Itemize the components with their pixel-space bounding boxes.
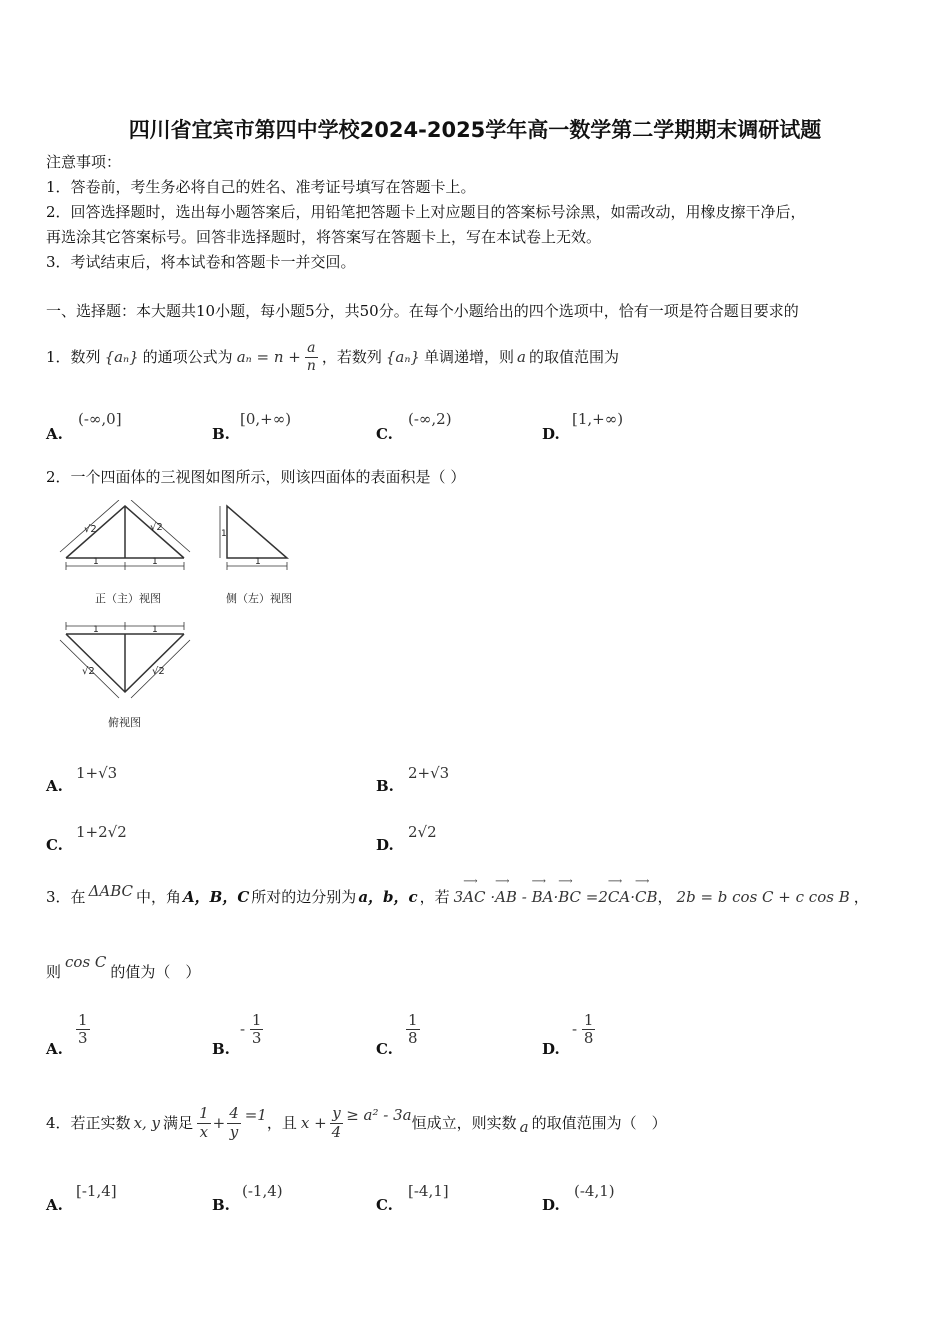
q3-text: 的值为（ ） bbox=[110, 962, 201, 981]
question-number: 2． bbox=[46, 468, 71, 486]
svg-text:1: 1 bbox=[221, 529, 227, 539]
question-number: 1． bbox=[46, 347, 71, 366]
question-number: 3． bbox=[46, 887, 71, 906]
top-view-caption: 俯视图 bbox=[108, 716, 141, 729]
option-value: (-4,1) bbox=[574, 1182, 615, 1200]
question-number: 4． bbox=[46, 1113, 71, 1132]
q1-fraction: $\frac{a}{n}$ bbox=[306, 340, 316, 374]
q1-seq: {aₙ} bbox=[385, 347, 420, 366]
q1-text: 单调递增，则 bbox=[423, 347, 514, 366]
question-2 bbox=[46, 470, 465, 485]
option-label[interactable]: B. bbox=[376, 777, 394, 795]
option-value: - $\frac{1}{8}$ bbox=[572, 1011, 594, 1048]
option-label[interactable]: A. bbox=[46, 1196, 63, 1214]
q4-var: a bbox=[519, 1117, 529, 1136]
page-title: 四川省宜宾市第四中学校2024-2025学年高一数学第二学期期末调研试题 bbox=[128, 118, 822, 142]
q3-text: 则 bbox=[46, 962, 62, 981]
notice-item: 再选涂其它答案标号。回答非选择题时，将答案写在答题卡上，写在本试卷上无效。 bbox=[46, 228, 602, 246]
q3-text: 在 bbox=[70, 887, 86, 906]
option-label[interactable]: C. bbox=[376, 1196, 393, 1214]
option-value: [-4,1] bbox=[408, 1182, 449, 1200]
front-view-figure bbox=[58, 500, 198, 580]
option-value: 2+√3 bbox=[408, 764, 450, 782]
question-3 bbox=[46, 880, 869, 914]
q3-text: 所对的边分别为 bbox=[251, 887, 357, 906]
notice-item: 1．答卷前，考生务必将自己的姓名、准考证号填写在答题卡上。 bbox=[46, 178, 476, 196]
option-value: - $\frac{1}{3}$ bbox=[240, 1011, 262, 1048]
q4-vars: x, y bbox=[133, 1113, 161, 1132]
q3-text: ，若 bbox=[419, 887, 450, 906]
svg-text:1: 1 bbox=[93, 625, 99, 635]
option-label[interactable]: A. bbox=[46, 777, 63, 795]
svg-text:√2: √2 bbox=[82, 666, 95, 677]
q4-text: 若正实数 bbox=[70, 1113, 131, 1132]
option-label[interactable]: A. bbox=[46, 1040, 63, 1058]
option-label[interactable]: B. bbox=[212, 1040, 230, 1058]
question-3-cont bbox=[46, 952, 201, 989]
option-value: $\frac{1}{3}$ bbox=[78, 1011, 88, 1048]
option-label[interactable]: D. bbox=[542, 1196, 560, 1214]
option-value: 1+2√2 bbox=[76, 823, 127, 841]
q3-cosc: cos C bbox=[65, 952, 107, 971]
option-label[interactable]: C. bbox=[376, 1040, 393, 1058]
q1-text: ，若数列 bbox=[321, 347, 382, 366]
option-value: [1,+∞) bbox=[572, 410, 624, 428]
option-label[interactable]: D. bbox=[542, 425, 560, 443]
notice-item: 3．考试结束后，将本试卷和答题卡一并交回。 bbox=[46, 253, 356, 271]
dim-label: √2 bbox=[150, 522, 163, 533]
q3-text: 中，角 bbox=[136, 887, 182, 906]
q3-text: ， bbox=[853, 887, 869, 906]
q4-text: 恒成立，则实数 bbox=[411, 1113, 517, 1132]
side-view-triangle bbox=[227, 506, 287, 558]
svg-text:1: 1 bbox=[255, 557, 261, 567]
q3-triangle: ΔABC bbox=[88, 881, 134, 900]
q1-formula: aₙ = n + bbox=[236, 347, 301, 366]
option-value: (-∞,0] bbox=[78, 410, 122, 428]
option-label[interactable]: C. bbox=[46, 836, 63, 854]
option-label[interactable]: D. bbox=[376, 836, 394, 854]
q4-text: ，且 bbox=[266, 1113, 297, 1132]
q1-text: 的取值范围为 bbox=[528, 347, 619, 366]
front-view-caption: 正（主）视图 bbox=[95, 592, 161, 605]
q1-seq: {aₙ} bbox=[104, 347, 139, 366]
top-view-figure bbox=[58, 620, 198, 700]
q4-condition: $\frac{1}{x}$ + $\frac{4}{y}$ =1 bbox=[199, 1104, 267, 1141]
option-value: 2√2 bbox=[408, 823, 437, 841]
notice-item: 2．回答选择题时，选出每小题答案后，用铅笔把答题卡上对应题目的答案标号涂黑，如需改动，用橡皮擦干净后， bbox=[46, 203, 806, 221]
q3-vector-equation: 3⟶ AC ·⟶ AB - ⟶ BA·⟶ BC =2⟶ CA·⟶ CB bbox=[454, 890, 658, 905]
option-value: [-1,4] bbox=[76, 1182, 117, 1200]
option-label[interactable]: A. bbox=[46, 425, 63, 443]
option-label[interactable]: B. bbox=[212, 425, 230, 443]
q4-text: 满足 bbox=[163, 1113, 194, 1132]
option-label[interactable]: B. bbox=[212, 1196, 230, 1214]
dim-label: √2 bbox=[84, 524, 97, 535]
question-4 bbox=[46, 1098, 667, 1148]
option-value: $\frac{1}{8}$ bbox=[408, 1011, 418, 1048]
q3-sides: a，b，c bbox=[358, 887, 418, 906]
option-value: [0,+∞) bbox=[240, 410, 292, 428]
option-value: (-1,4) bbox=[242, 1182, 283, 1200]
dim-label: 1 bbox=[152, 557, 158, 567]
q3-equation: 2b = b cos C + c cos B bbox=[676, 887, 850, 906]
svg-text:√2: √2 bbox=[152, 666, 165, 677]
notice-heading: 注意事项： bbox=[46, 153, 122, 171]
dim-label: 1 bbox=[93, 557, 99, 567]
q3-text: ， bbox=[657, 887, 673, 906]
q3-angles: A，B，C bbox=[183, 887, 250, 906]
q1-text: 数列 bbox=[70, 347, 101, 366]
q4-text: 的取值范围为（ ） bbox=[531, 1113, 667, 1132]
side-view-caption: 侧（左）视图 bbox=[226, 592, 292, 605]
option-label[interactable]: D. bbox=[542, 1040, 560, 1058]
option-value: 1+√3 bbox=[76, 764, 118, 782]
q4-inequality: x + $\frac{y}{4}$ ≥ a² - 3a bbox=[300, 1104, 412, 1141]
question-1 bbox=[46, 337, 619, 377]
side-view-figure bbox=[215, 500, 295, 580]
q1-var: a bbox=[516, 347, 526, 366]
svg-text:1: 1 bbox=[152, 625, 158, 635]
q2-text: 一个四面体的三视图如图所示，则该四面体的表面积是（ ） bbox=[70, 468, 466, 486]
q1-text: 的通项公式为 bbox=[142, 347, 233, 366]
section-heading: 一、选择题：本大题共10小题，每小题5分，共50分。在每个小题给出的四个选项中，恰有一项是符合题目要求的 bbox=[46, 302, 799, 320]
option-value: (-∞,2) bbox=[408, 410, 452, 428]
option-label[interactable]: C. bbox=[376, 425, 393, 443]
